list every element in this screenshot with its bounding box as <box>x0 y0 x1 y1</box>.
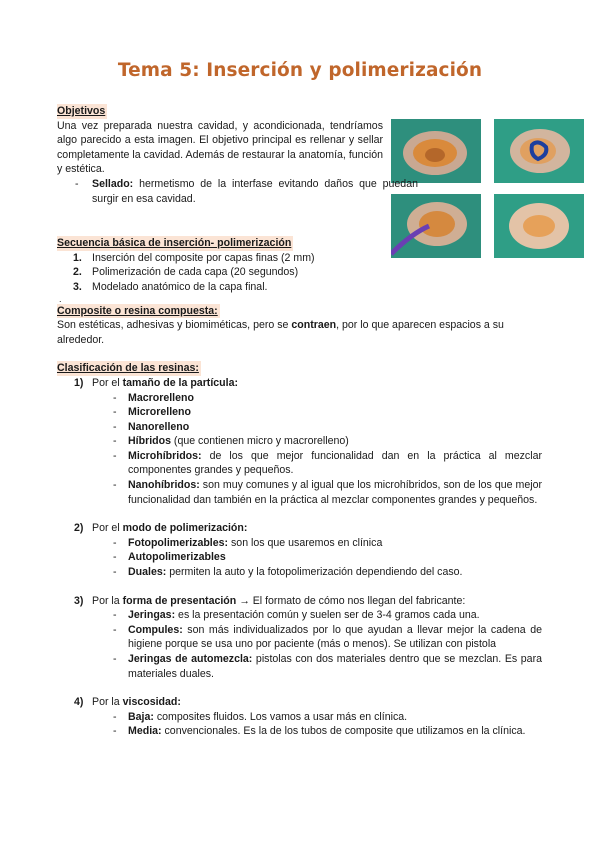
list-item: - Macrorelleno <box>113 391 194 404</box>
clasificacion-header: Clasificación de las resinas: <box>57 362 199 375</box>
list-item: - Autopolimerizables <box>113 551 226 564</box>
stray-dot: . <box>59 294 62 304</box>
objetivos-text: Una vez preparada nuestra cavidad, y acondicionada, tendríamos algo parecido a esta imagen. El objetivo principal es rellenar y sellar completamente la cavidad. Además de restaurar la anatomía, función y estética. <box>57 119 383 176</box>
list-item: - Baja: composites fluidos. Los vamos a usar más en clínica. <box>113 710 408 723</box>
page-title: Tema 5: Inserción y polimerización <box>117 60 483 81</box>
objetivos-header: Objetivos <box>57 105 106 117</box>
objetivos-bullet: - Sellado: hermetismo de la interfase evitando daños que puedan surgir en esa cavidad. <box>75 177 418 205</box>
list-item: - Microhíbridos: de los que mejor funcionalidad dan en la práctica al mezclar componentes grandes y pequeños. <box>113 449 542 477</box>
clasificacion-group-3: 3) Por la forma de presentación → El formato de cómo nos llegan del fabricante: - Jeringas: es la presentación común y suelen ser de 3-4 gramos cada una. - Compules: son más individualizados por lo que ayudan a llevar mejor la cadena de higiene porque se usa uno por paciente (más o menos). Se utilizan con pistola - Jeringas de automezcla: pistolas con dos materiales dentro que se mezclan. Es para materiales duales. <box>57 594 542 682</box>
composite-header: Composite o resina compuesta: <box>57 304 218 317</box>
composite-text: Son estéticas, adhesivas y biomiméticas, pero se contraen, por lo que aparecen espacios a su alrededor. <box>57 319 504 346</box>
list-item: - Fotopolimerizables: son los que usaremos en clínica <box>113 536 383 549</box>
section-secuencia <box>57 236 542 294</box>
clasificacion-group-1: 1) Por el tamaño de la partícula: - Macrorelleno - Microrelleno - Nanorelleno - Híbridos (que contienen micro y macrorelleno) - Microhíbridos: de los que mejor funcionalidad dan en la práctica al mezclar componentes grandes y pequeños. - Nanohíbridos: son muy comunes y al igual que los microhíbridos, son de los que mejor funcionalidad dan también en la práctica al mezclar componentes grandes y pequeños. <box>57 376 542 507</box>
secuencia-list <box>57 251 542 295</box>
list-item: - Media: convencionales. Es la de los tubos de composite que utilizamos en la clínica. <box>113 725 526 738</box>
list-item: 2. Polimerización de cada capa (20 segundos) <box>73 266 299 279</box>
document-body <box>57 104 542 739</box>
list-item: - Nanorelleno <box>113 420 190 433</box>
clasificacion-group-2: 2) Por el modo de polimerización: - Fotopolimerizables: son los que usaremos en clínica - Autopolimerizables - Duales: permiten la auto y la fotopolimerización dependiendo del caso. <box>57 521 542 579</box>
list-item: 3. Modelado anatómico de la capa final. <box>73 280 268 293</box>
section-composite <box>57 304 542 348</box>
sellado-label: Sellado: <box>92 177 134 190</box>
list-item: - Jeringas: es la presentación común y suelen ser de 3-4 gramos cada una. <box>113 609 480 622</box>
list-item: - Compules: son más individualizados por lo que ayudan a llevar mejor la cadena de higiene porque se usa uno por paciente (más o menos). Se utilizan con pistola <box>113 623 542 651</box>
section-objetivos <box>57 104 542 206</box>
list-item: - Duales: permiten la auto y la fotopolimerización dependiendo del caso. <box>113 566 463 579</box>
section-clasificacion <box>57 361 542 739</box>
list-item: - Microrelleno <box>113 406 191 419</box>
secuencia-header: Secuencia básica de inserción- polimerización <box>57 237 292 250</box>
sellado-text: hermetismo de la interfase evitando daños que puedan surgir en esa cavidad. <box>92 177 418 205</box>
list-item: - Híbridos (que contienen micro y macrorelleno) <box>113 435 349 448</box>
list-item: 1. Inserción del composite por capas finas (2 mm) <box>73 251 315 264</box>
list-item: - Jeringas de automezcla: pistolas con dos materiales dentro que se mezclan. Es para materiales duales. <box>113 653 542 680</box>
clasificacion-group-4: 4) Por la viscosidad: - Baja: composites fluidos. Los vamos a usar más en clínica. - Media: convencionales. Es la de los tubos de composite que utilizamos en la clínica. <box>57 695 542 739</box>
list-item: - Nanohíbridos: son muy comunes y al igual que los microhíbridos, son de los que mejor funcionalidad dan también en la práctica al mezclar componentes grandes y pequeños. <box>113 479 542 506</box>
